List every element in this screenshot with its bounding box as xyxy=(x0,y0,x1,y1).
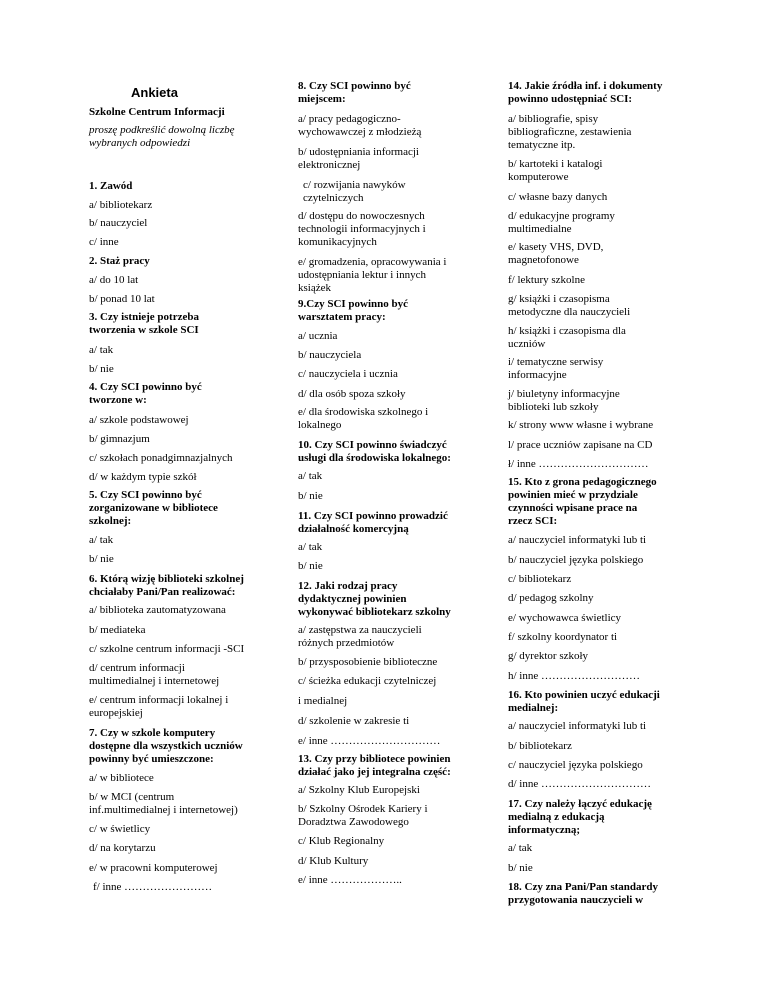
q1-option-b[interactable]: b/ nauczyciel xyxy=(89,217,148,229)
q12-option-d[interactable]: d/ szkolenie w zakresie ti xyxy=(298,715,410,727)
question-11: 11. Czy SCI powinno prowadzić działalność komercyjną xyxy=(298,510,448,535)
q9-option-e[interactable]: e/ dla środowiska szkolnego i lokalnego xyxy=(298,406,429,431)
q8-option-a[interactable]: a/ pracy pedagogiczno- wychowawczej z młodzieżą xyxy=(298,113,422,138)
q6-option-e[interactable]: e/ centrum informacji lokalnej i europejskiej xyxy=(89,694,229,719)
q14-option-b[interactable]: b/ kartoteki i katalogi komputerowe xyxy=(508,158,603,183)
q9-option-d[interactable]: d/ dla osób spoza szkoły xyxy=(298,388,406,400)
q12-option-a[interactable]: a/ zastępstwa za nauczycieli różnych przedmiotów xyxy=(298,624,422,649)
question-14: 14. Jakie źródła inf. i dokumenty powinno udostępniać SCI: xyxy=(508,80,663,105)
q1-option-c[interactable]: c/ inne xyxy=(89,236,119,248)
q16-option-d[interactable]: d/ inne ………………………… xyxy=(508,778,651,790)
q15-option-f[interactable]: f/ szkolny koordynator ti xyxy=(508,631,618,643)
q7-option-c[interactable]: c/ w świetlicy xyxy=(89,823,151,835)
q8-option-e[interactable]: e/ gromadzenia, opracowywania i udostępniania lektur i innych książek xyxy=(298,256,447,294)
q14-option-f[interactable]: f/ lektury szkolne xyxy=(508,274,585,286)
q5-option-a[interactable]: a/ tak xyxy=(89,534,114,546)
question-12: 12. Jaki rodzaj pracy dydaktycznej powinien wykonywać bibliotekarz szkolny xyxy=(298,580,451,618)
q4-option-b[interactable]: b/ gimnazjum xyxy=(89,433,150,445)
q10-option-a[interactable]: a/ tak xyxy=(298,470,323,482)
q14-option-l-stroke[interactable]: ł/ inne ………………………… xyxy=(508,458,649,470)
question-6: 6. Którą wizję biblioteki szkolnej chciałaby Pani/Pan realizować: xyxy=(89,573,244,598)
q3-option-a[interactable]: a/ tak xyxy=(89,344,114,356)
question-10: 10. Czy SCI powinno świadczyć usługi dla środowiska lokalnego: xyxy=(298,439,451,464)
question-18: 18. Czy zna Pani/Pan standardy przygotowania nauczycieli w xyxy=(508,881,659,906)
q9-option-a[interactable]: a/ ucznia xyxy=(298,330,338,342)
q15-option-b[interactable]: b/ nauczyciel języka polskiego xyxy=(508,554,644,566)
question-5: 5. Czy SCI powinno być zorganizowane w bibliotece szkolnej: xyxy=(89,489,218,527)
q17-option-a[interactable]: a/ tak xyxy=(508,842,533,854)
q14-option-a[interactable]: a/ bibliografie, spisy bibliograficzne, zestawienia tematyczne itp. xyxy=(508,113,632,151)
q14-option-i[interactable]: i/ tematyczne serwisy informacyjne xyxy=(508,356,604,381)
q4-option-d[interactable]: d/ w każdym typie szkół xyxy=(89,471,197,483)
q13-option-a[interactable]: a/ Szkolny Klub Europejski xyxy=(298,784,420,796)
q6-option-c[interactable]: c/ szkolne centrum informacji -SCI xyxy=(89,643,245,655)
subtitle: Szkolne Centrum Informacji xyxy=(89,106,225,118)
q7-option-e[interactable]: e/ w pracowni komputerowej xyxy=(89,862,218,874)
q7-option-a[interactable]: a/ w bibliotece xyxy=(89,772,154,784)
q4-option-c[interactable]: c/ szkołach ponadgimnazjalnych xyxy=(89,452,233,464)
q8-option-d[interactable]: d/ dostępu do nowoczesnych technologii informacyjnych i komunikacyjnych xyxy=(298,210,426,248)
q14-option-k[interactable]: k/ strony www własne i wybrane xyxy=(508,419,654,431)
q12-option-c[interactable]: c/ ścieżka edukacji czytelniczej xyxy=(298,675,437,687)
q14-option-l[interactable]: l/ prace uczniów zapisane na CD xyxy=(508,439,653,451)
question-16: 16. Kto powinien uczyć edukacji medialnej: xyxy=(508,689,660,714)
q15-option-h[interactable]: h/ inne ……………………… xyxy=(508,670,640,682)
q14-option-c[interactable]: c/ własne bazy danych xyxy=(508,191,608,203)
q16-option-b[interactable]: b/ bibliotekarz xyxy=(508,740,572,752)
q9-option-c[interactable]: c/ nauczyciela i ucznia xyxy=(298,368,398,380)
q15-option-d[interactable]: d/ pedagog szkolny xyxy=(508,592,594,604)
q6-option-b[interactable]: b/ mediateka xyxy=(89,624,146,636)
q9-option-b[interactable]: b/ nauczyciela xyxy=(298,349,362,361)
q7-option-b[interactable]: b/ w MCI (centrum inf.multimedialnej i internetowej) xyxy=(89,791,238,816)
q13-option-d[interactable]: d/ Klub Kultury xyxy=(298,855,369,867)
question-7: 7. Czy w szkole komputery dostępne dla wszystkich uczniów powinny być umieszczone: xyxy=(89,727,243,765)
q7-option-d[interactable]: d/ na korytarzu xyxy=(89,842,156,854)
q11-option-a[interactable]: a/ tak xyxy=(298,541,323,553)
q14-option-g[interactable]: g/ książki i czasopisma metodyczne dla nauczycieli xyxy=(508,293,631,318)
q4-option-a[interactable]: a/ szkole podstawowej xyxy=(89,414,189,426)
q3-option-b[interactable]: b/ nie xyxy=(89,363,114,375)
q12-option-b[interactable]: b/ przysposobienie biblioteczne xyxy=(298,656,438,668)
q16-option-a[interactable]: a/ nauczyciel informatyki lub ti xyxy=(508,720,647,732)
q1-option-a[interactable]: a/ bibliotekarz xyxy=(89,199,153,211)
q17-option-b[interactable]: b/ nie xyxy=(508,862,533,874)
q14-option-e[interactable]: e/ kasety VHS, DVD, magnetofonowe xyxy=(508,241,604,266)
question-2: 2. Staż pracy xyxy=(89,255,150,267)
question-8: 8. Czy SCI powinno być miejscem: xyxy=(298,80,411,105)
question-17: 17. Czy należy łączyć edukację medialną z edukacją informatyczną; xyxy=(508,798,652,836)
q15-option-e[interactable]: e/ wychowawca świetlicy xyxy=(508,612,622,624)
q14-option-d[interactable]: d/ edukacyjne programy multimedialne xyxy=(508,210,615,235)
q12-option-e[interactable]: e/ inne ………………………… xyxy=(298,735,441,747)
q7-option-f[interactable]: f/ inne …………………… xyxy=(93,881,213,893)
q11-option-b[interactable]: b/ nie xyxy=(298,560,323,572)
q5-option-b[interactable]: b/ nie xyxy=(89,553,114,565)
q15-option-g[interactable]: g/ dyrektor szkoły xyxy=(508,650,589,662)
q15-option-a[interactable]: a/ nauczyciel informatyki lub ti xyxy=(508,534,647,546)
question-13: 13. Czy przy bibliotece powinien działać jako jej integralna część: xyxy=(298,753,451,778)
q6-option-a[interactable]: a/ biblioteka zautomatyzowana xyxy=(89,604,226,616)
q8-option-b[interactable]: b/ udostępniania informacji elektronicznej xyxy=(298,146,419,171)
q12-option-c-cont: i medialnej xyxy=(298,695,348,707)
question-1: 1. Zawód xyxy=(89,180,133,192)
q8-option-c[interactable]: c/ rozwijania nawyków czytelniczych xyxy=(303,179,406,204)
q13-option-e[interactable]: e/ inne ……………….. xyxy=(298,874,402,886)
q2-option-a[interactable]: a/ do 10 lat xyxy=(89,274,139,286)
q13-option-b[interactable]: b/ Szkolny Ośrodek Kariery i Doradztwa Zawodowego xyxy=(298,803,428,828)
q14-option-h[interactable]: h/ książki i czasopisma dla uczniów xyxy=(508,325,626,350)
q15-option-c[interactable]: c/ bibliotekarz xyxy=(508,573,572,585)
q2-option-b[interactable]: b/ ponad 10 lat xyxy=(89,293,155,305)
q10-option-b[interactable]: b/ nie xyxy=(298,490,323,502)
instruction: proszę podkreślić dowolną liczbę wybranych odpowiedzi xyxy=(89,124,235,149)
q14-option-j[interactable]: j/ biuletyny informacyjne biblioteki lub szkoły xyxy=(508,388,620,413)
page-title: Ankieta xyxy=(131,85,178,100)
q13-option-c[interactable]: c/ Klub Regionalny xyxy=(298,835,385,847)
question-4: 4. Czy SCI powinno być tworzone w: xyxy=(89,381,202,406)
q6-option-d[interactable]: d/ centrum informacji multimedialnej i internetowej xyxy=(89,662,220,687)
q16-option-c[interactable]: c/ nauczyciel języka polskiego xyxy=(508,759,643,771)
question-9: 9.Czy SCI powinno być warsztatem pracy: xyxy=(298,298,409,323)
question-15: 15. Kto z grona pedagogicznego powinien mieć w przydziale czynności wpisane prace na rzecz SCI: xyxy=(508,476,657,527)
question-3: 3. Czy istnieje potrzeba tworzenia w szkole SCI xyxy=(89,311,199,336)
